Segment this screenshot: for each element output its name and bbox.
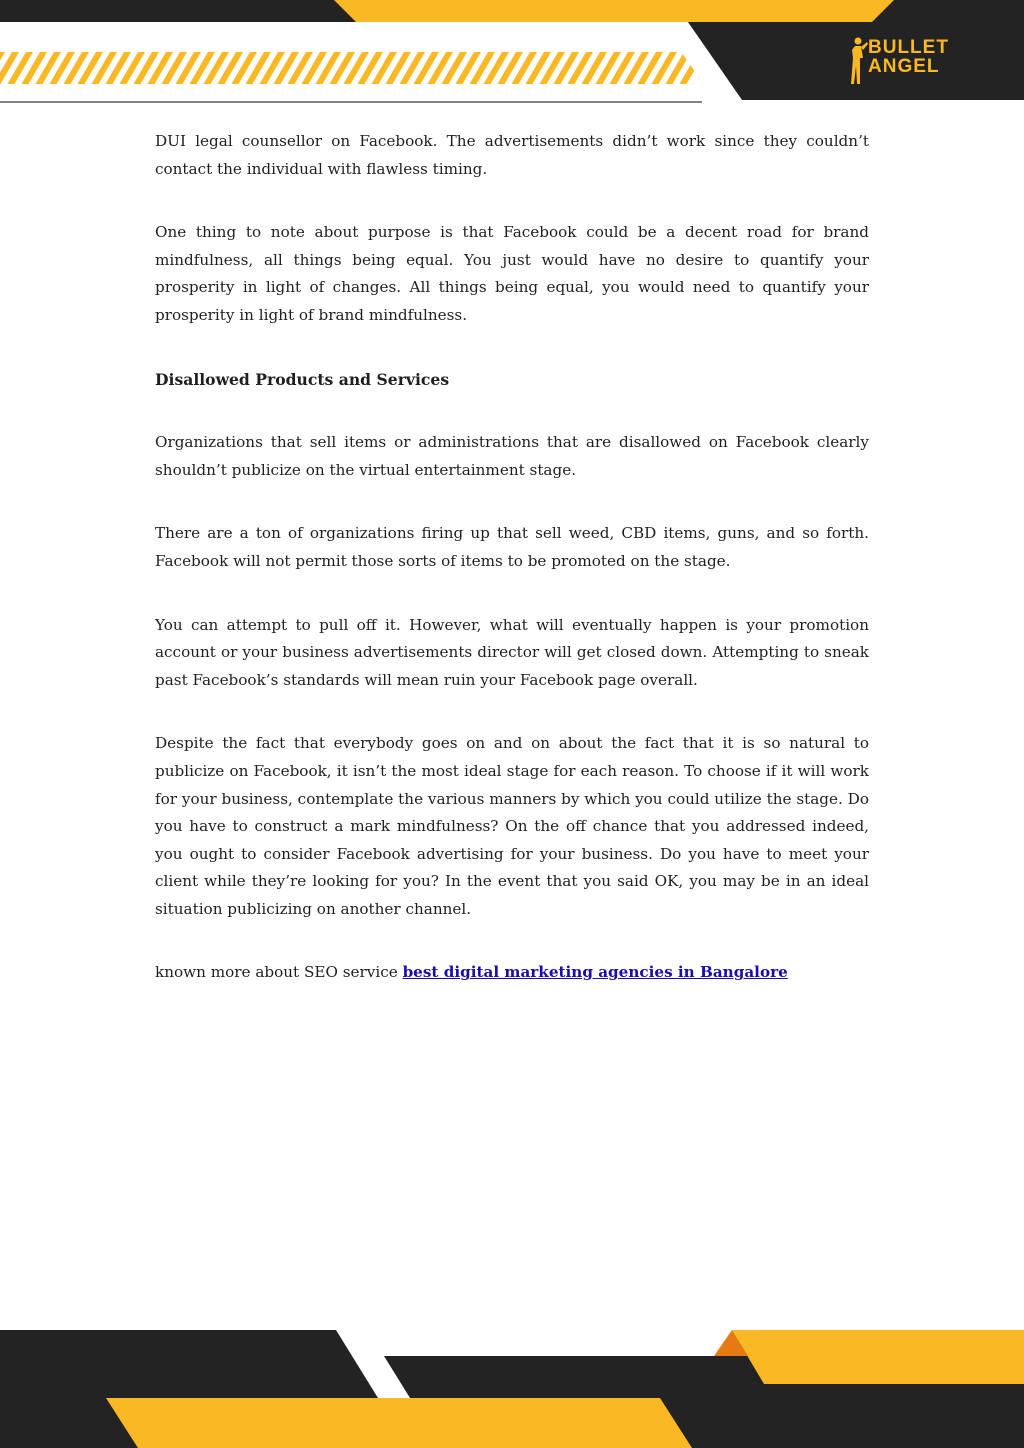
article-body [155, 128, 869, 1023]
section-heading: Disallowed Products and Services [155, 369, 450, 389]
paragraph-1: DUI legal counsellor on Facebook. The advertisements didn’t work since they couldn’t contact the individual with flawless timing. [155, 132, 869, 178]
footer-decoration [0, 1326, 1024, 1448]
paragraph-2: One thing to note about purpose is that Facebook could be a decent road for brand mindfulness, all things being equal. You just would have no desire to quantify your prosperity in light of changes. All things being equal, you would need to quantify your prosperity in light of brand mindfulness. [155, 223, 869, 324]
brand-logo-text [868, 38, 949, 76]
paragraph-5: You can attempt to pull off it. However, what will eventually happen is your promotion account or your business advertisements director will get closed down. Attempting to sneak past Facebook’s standards will mean ruin your Facebook page overall. [155, 615, 869, 689]
logo-line-2: ANGEL [868, 56, 940, 77]
paragraph-4: There are a ton of organizations firing up that sell weed, CBD items, guns, and so forth. Facebook will not permit those sorts of items to be promoted on the stage. [155, 524, 869, 570]
paragraph-3: Organizations that sell items or administrations that are disallowed on Facebook clearly shouldn’t publicize on the virtual entertainment stage. [155, 433, 869, 479]
paragraph-6: Despite the fact that everybody goes on and on about the fact that it is so natural to publicize on Facebook, it isn’t the most ideal stage for each reason. To choose if it will work for your business, contemplate the various manners by which you could utilize the stage. Do you have to construct a mark mindfulness? On the off chance that you addressed indeed, you ought to consider Facebook advertising for your business. Do you have to meet your client while they’re looking for you? In the event that you said OK, you may be in an ideal situation publicizing on another channel. [155, 734, 869, 918]
closing-line [155, 959, 869, 987]
brand-logo [848, 36, 970, 86]
fighter-figure-icon [848, 36, 868, 86]
closing-text: known more about SEO service [155, 963, 403, 982]
logo-line-1: BULLET [868, 37, 949, 58]
agency-link[interactable]: best digital marketing agencies in Bangalore [402, 963, 788, 982]
